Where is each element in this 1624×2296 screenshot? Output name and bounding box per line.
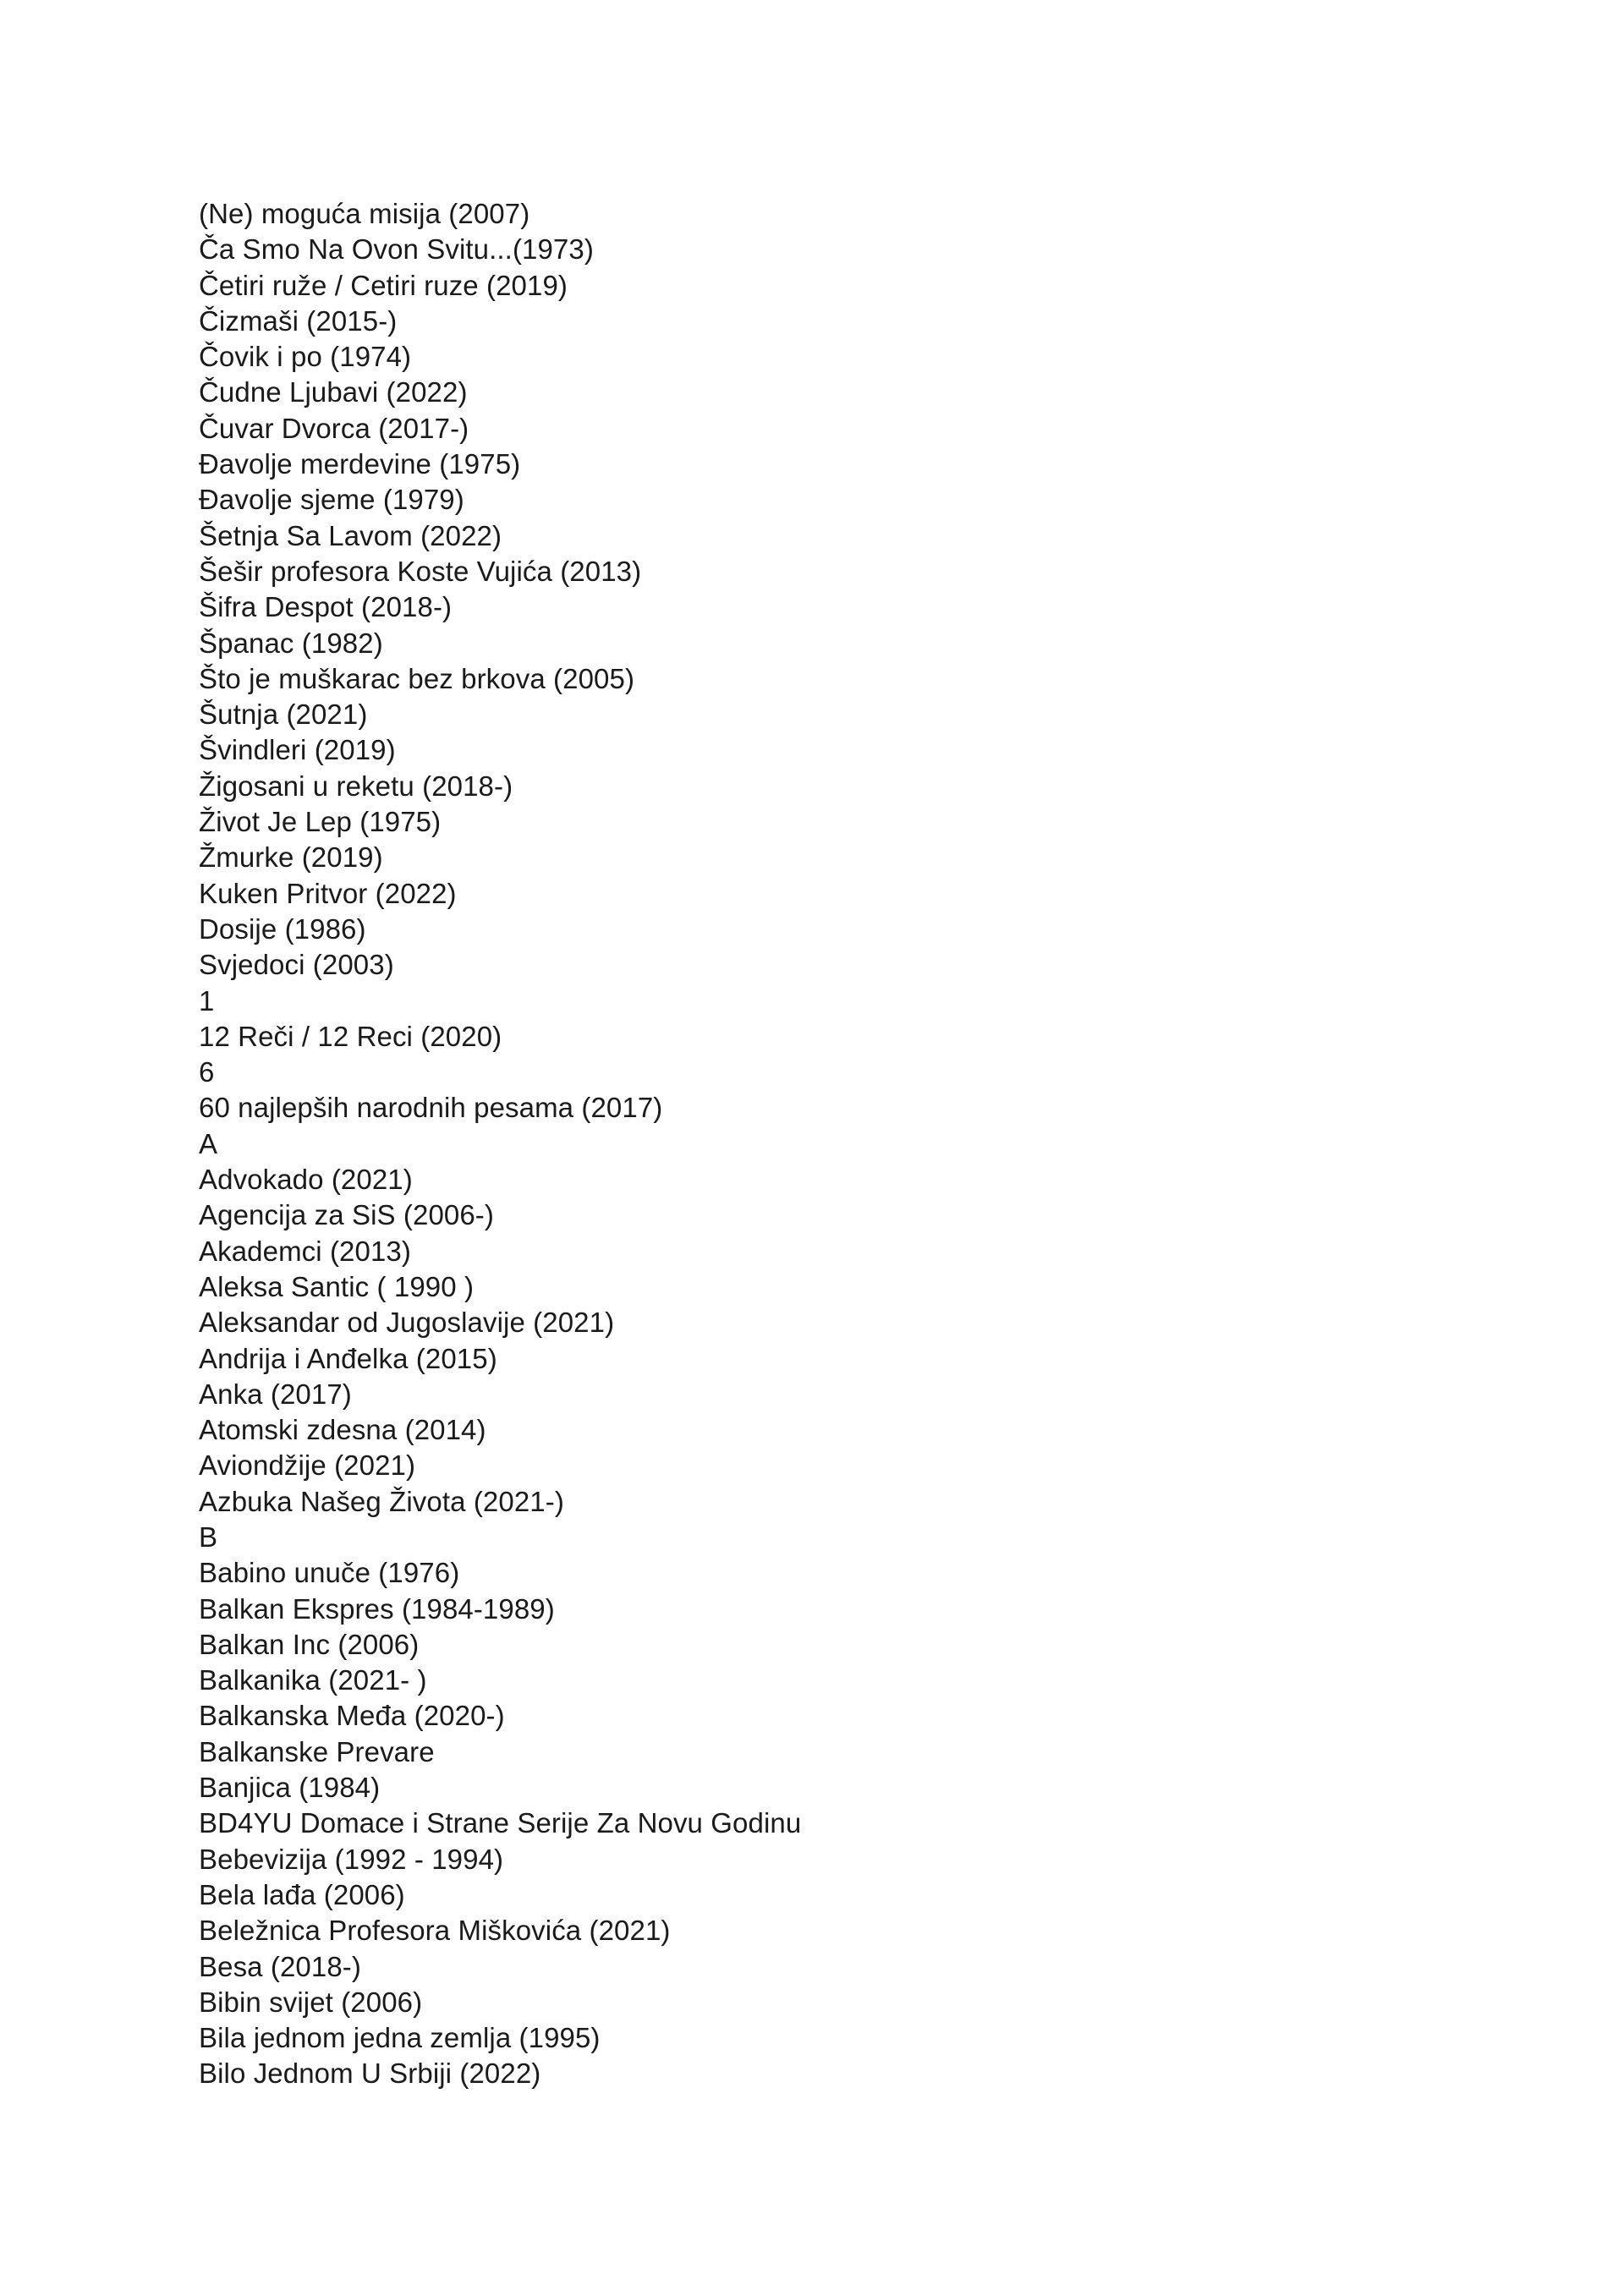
list-item: Babino unuče (1976): [199, 1557, 460, 1589]
list-item: Bebevizija (1992 - 1994): [199, 1843, 504, 1875]
list-item: Beležnica Profesora Miškovića (2021): [199, 1915, 671, 1947]
list-item: Bela lađa (2006): [199, 1878, 405, 1910]
list-item: Besa (2018-): [199, 1950, 361, 1982]
list-item: Azbuka Našeg Života (2021-): [199, 1485, 564, 1517]
list-item: Aleksandar od Jugoslavije (2021): [199, 1307, 615, 1339]
title-list: [199, 196, 1468, 2092]
list-item: Andrija i Anđelka (2015): [199, 1342, 497, 1374]
list-item: Španac (1982): [199, 627, 383, 659]
list-item: Bibin svijet (2006): [199, 1986, 423, 2018]
list-item: Kuken Pritvor (2022): [199, 877, 457, 909]
list-item: Anka (2017): [199, 1378, 352, 1410]
list-item: Balkan Ekspres (1984-1989): [199, 1592, 555, 1625]
list-item: Đavolje merdevine (1975): [199, 448, 521, 480]
list-item: Dosije (1986): [199, 912, 366, 945]
list-item: (Ne) moguća misija (2007): [199, 198, 530, 229]
list-item: 1: [199, 984, 215, 1016]
list-item: Bilo Jednom U Srbiji (2022): [199, 2058, 541, 2090]
list-item: 12 Reči / 12 Reci (2020): [199, 1020, 502, 1052]
list-item: Što je muškarac bez brkova (2005): [199, 662, 635, 694]
list-item: Švindleri (2019): [199, 734, 396, 766]
list-item: Advokado (2021): [199, 1164, 413, 1196]
list-item: Aleksa Santic ( 1990 ): [199, 1270, 475, 1302]
list-item: Agencija za SiS (2006-): [199, 1199, 494, 1231]
list-item: Šetnja Sa Lavom (2022): [199, 519, 502, 551]
list-item: Banjica (1984): [199, 1772, 381, 1804]
list-item: Đavolje sjeme (1979): [199, 484, 464, 516]
list-item: Balkan Inc (2006): [199, 1628, 420, 1660]
list-item: Četiri ruže / Cetiri ruze (2019): [199, 269, 568, 301]
list-item: B: [199, 1521, 218, 1553]
list-item: Žigosani u reketu (2018-): [199, 770, 513, 802]
list-item: Balkanika (2021- ): [199, 1664, 427, 1696]
list-item: Balkanske Prevare: [199, 1735, 435, 1767]
list-item: 60 najlepših narodnih pesama (2017): [199, 1092, 663, 1124]
list-item: Život Je Lep (1975): [199, 806, 442, 838]
list-item: Svjedoci (2003): [199, 949, 394, 981]
list-item: 6: [199, 1056, 215, 1088]
list-item: Bila jednom jedna zemlja (1995): [199, 2022, 601, 2054]
list-item: Žmurke (2019): [199, 841, 383, 874]
list-item: Čovik i po (1974): [199, 341, 412, 373]
list-item: Akademci (2013): [199, 1235, 411, 1267]
list-item: Šešir profesora Koste Vujića (2013): [199, 555, 642, 587]
list-item: A: [199, 1127, 218, 1159]
list-item: Čudne Ljubavi (2022): [199, 376, 468, 408]
list-item: Aviondžije (2021): [199, 1449, 416, 1482]
list-item: BD4YU Domace i Strane Serije Za Novu Godinu: [199, 1807, 802, 1839]
list-item: Šifra Despot (2018-): [199, 591, 453, 623]
list-item: Atomski zdesna (2014): [199, 1414, 486, 1446]
list-item: Ča Smo Na Ovon Svitu...(1973): [199, 233, 594, 266]
list-item: Šutnja (2021): [199, 699, 368, 731]
list-item: Balkanska Međa (2020-): [199, 1700, 505, 1732]
list-item: Čuvar Dvorca (2017-): [199, 412, 469, 444]
list-item: Čizmaši (2015-): [199, 304, 398, 337]
